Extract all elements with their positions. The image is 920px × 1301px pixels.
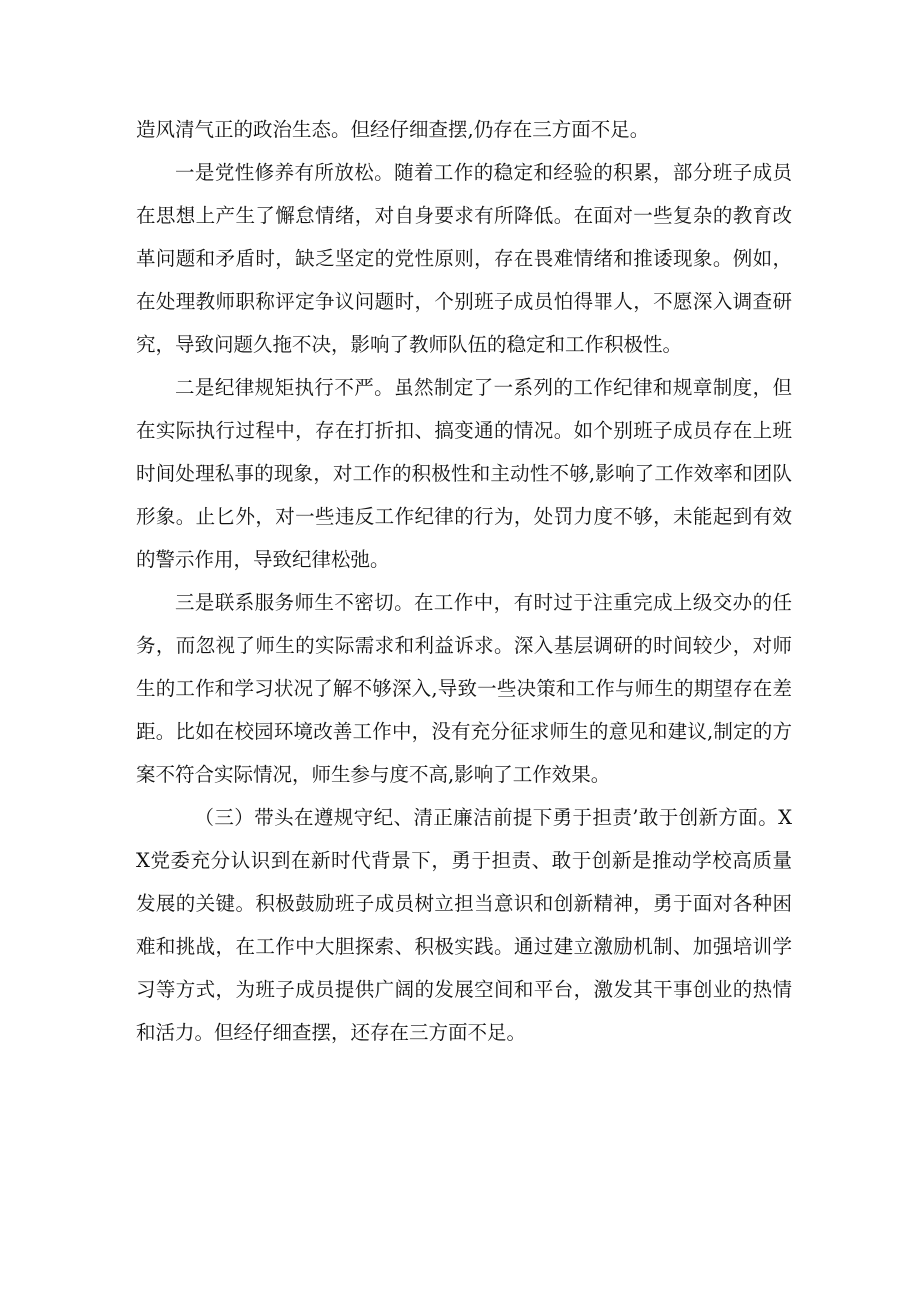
document-body [136, 108, 792, 1054]
paragraph-section-three: （三）带头在遵规守纪、清正廉洁前提下勇于担责’敢于创新方面。XX党委充分认识到在新时代背景下，勇于担责、敢于创新是推动学校高质量发展的关键。积极鼓励班子成员树立担当意识和创新精神，勇于面对各种困难和挑战，在工作中大胆探索、积极实践。通过建立激励机制、加强培训学习等方式，为班子成员提供广阔的发展空间和平台，激发其干事创业的热情和活力。但经仔细查摆，还存在三方面不足。 [136, 806, 792, 1044]
paragraph-point-one: 一是党性修养有所放松。随着工作的稳定和经验的积累，部分班子成员在思想上产生了懈怠情绪，对自身要求有所降低。在面对一些复杂的教育改革问题和矛盾时，缺乏坚定的党性原则，存在畏难情绪和推诿现象。例如，在处理教师职称评定争议问题时，个别班子成员怕得罪人，不愿深入调查研究，导致问题久拖不决，影响了教师队伍的稳定和工作积极性。 [136, 161, 792, 356]
paragraph-point-three: 三是联系服务师生不密切。在工作中，有时过于注重完成上级交办的任务，而忽视了师生的实际需求和利益诉求。深入基层调研的时间较少，对师生的工作和学习状况了解不够深入,导致一些决策和工作与师生的期望存在差距。比如在校园环境改善工作中，没有充分征求师生的意见和建议,制定的方案不符合实际情况，师生参与度不高,影响了工作效果。 [136, 591, 792, 786]
paragraph-point-two: 二是纪律规矩执行不严。虽然制定了一系列的工作纪律和规章制度，但在实际执行过程中，存在打折扣、搞变通的情况。如个别班子成员存在上班时间处理私事的现象，对工作的积极性和主动性不够,影响了工作效率和团队形象。止匕外，对一些违反工作纪律的行为，处罚力度不够，未能起到有效的警示作用，导致纪律松弛。 [136, 376, 792, 571]
paragraph-continuation: 造风清气正的政治生态。但经仔细查摆,仍存在三方面不足。 [136, 118, 650, 141]
